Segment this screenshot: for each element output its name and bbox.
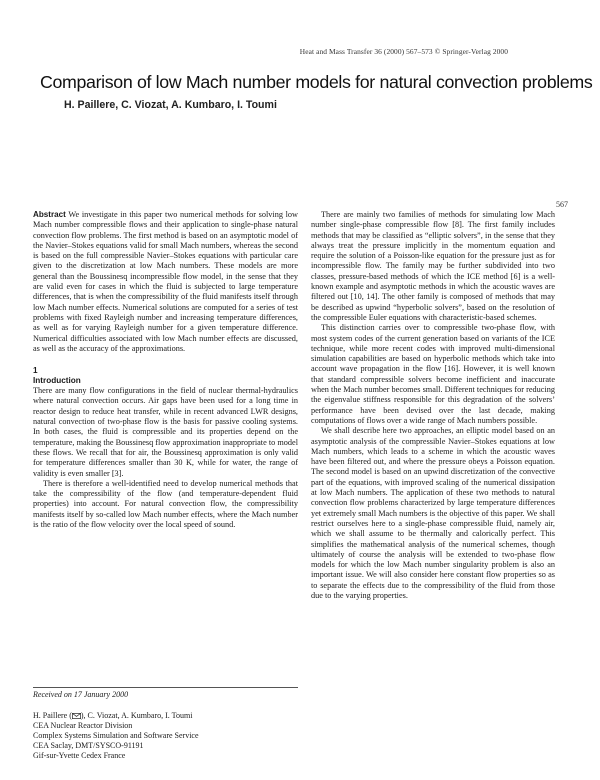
page-number: 567 <box>556 200 568 209</box>
received-date: Received on 17 January 2000 <box>33 690 129 699</box>
corresponding-author-line <box>33 711 298 721</box>
paragraph: There is therefore a well-identified need to develop numerical methods that take the compressibility of the flow (and temperature-dependent fluid properties) into account. For natural convection flow, the compressibility manifests itself by so-called low Mach number effects, where the Mach number is the ratio of the flow velocity over the local speed of sound. <box>33 478 298 530</box>
right-column <box>311 210 555 601</box>
abstract-text: We investigate in this paper two numerical methods for solving low Mach number compressible flows and their application to single-phase natural convection flow problems. The first method is based on an asymptotic model of the Navier–Stokes equations valid for small Mach numbers, whereas the second is based on the full compressible Navier–Stokes equations with particular care given to the discretization at low Mach numbers. These models are more general than the Boussinesq incompressible flow model, in the sense that they are valid even for cases in which the fluid is subjected to large temperature differences, that is when the compressibility of the fluid manifests itself through low Mach number effects. Numerical solutions are computed for a series of test problems with fixed Rayleigh number and increasing temperature differences, as well as for varying Rayleigh number for a given temperature difference. Numerical difficulties associated with low Mach number effects are discussed, as well as the accuracy of the approximations. <box>33 210 298 353</box>
affiliation-line: CEA Saclay, DMT/SYSCO-91191 <box>33 741 144 750</box>
affiliation-line: Gif-sur-Yvette Cedex France <box>33 751 126 760</box>
envelope-icon <box>72 713 81 719</box>
footnote-divider <box>33 687 298 688</box>
section-number: 1 <box>33 366 38 376</box>
paragraph: This distinction carries over to compressible two-phase flow, with most system codes of the current generation based on variants of the ICE technique, while more recent codes with improved multi-dimensional simulation capabilities are based on hyperbolic methods which take into account wave propagation in the flow [16]. However, it is well known that standard compressible solvers become inefficient and inaccurate when the Mach number becomes small. Different techniques for reducing the eigenvalue stiffness responsible for this degradation of the solvers’ performance have been devised over the last decade, making computations of flows over a wide range of Mach numbers possible. <box>311 323 555 425</box>
journal-citation: Heat and Mass Transfer 36 (2000) 567–573 © Springer-Verlag 2000 <box>299 47 508 56</box>
author-name: H. Paillere ( <box>33 711 72 720</box>
left-column <box>33 210 298 530</box>
author-list: H. Paillere, C. Viozat, A. Kumbaro, I. Toumi <box>64 99 277 111</box>
affiliation-line: Complex Systems Simulation and Software Service <box>33 731 199 740</box>
paragraph: We shall describe here two approaches, an elliptic model based on an asymptotic analysis of the compressible Navier–Stokes equations at low Mach numbers, which leads to a scheme in which the acoustic waves have been filtered out, and where the pressure obeys a Poisson equation. The second model is based on an upwind discretization of the convective part of the equations, with improved scaling of the numerical dissipation at low Mach numbers. The application of these two methods to natural convection flow problems characterized by large temperature differences yet extremely small Mach numbers is the objective of this paper. We shall restrict ourselves here to a single-phase compressible fluid, namely air, which we shall assume to be thermally and calorically perfect. This simplifies the mathematical analysis of the numerical schemes, though ultimately of course the analysis will be extended to two-phase flow models for which the low Mach number singularity problem is also an important issue. We will also consider here constant flow properties so as to separate the effects due to the compressibility of the fluid from those due to the varying properties. <box>311 426 555 600</box>
abstract <box>33 210 298 354</box>
affiliation-block <box>33 711 298 761</box>
paragraph: There are mainly two families of methods for simulating low Mach number single-phase compressible flow [8]. The first family includes methods that may be classified as “elliptic solvers”, in the sense that they always treat the pressure implicitly in the momentum equation and require the solution of a Poisson-like equation for the pressure just as for incompressible flow. The family may be further subdivided into two classes, pressure-based methods of which the ICE method [6] is a well-known example and asymptotic methods in which the acoustic waves are filtered out [10, 14]. The other family is composed of methods that may be described as upwind “hyperbolic solvers”, based on the resolution of the compressible Euler equations with characteristic-based schemes. <box>311 210 555 322</box>
coauthor-names: ), C. Viozat, A. Kumbaro, I. Toumi <box>80 711 193 720</box>
paragraph: There are many flow configurations in the field of nuclear thermal-hydraulics where natural convection occurs. Air gaps have been used for a long time in reactor design to reduce heat transfer, while in recent advanced LWR designs, natural convection of two-phase flow is the basis for passive cooling systems. In both cases, the fluid is compressible and its properties depend on the temperature, making the Boussinesq flow approximation inappropriate to model these flows. We recall that for air, the Boussinesq approximation is only valid for temperature differences smaller than 30 K, while for water, the range of validity is even smaller [3]. <box>33 386 298 478</box>
section-heading: Introduction <box>33 376 81 386</box>
paper-title: Comparison of low Mach number models for natural convection problems <box>40 72 593 92</box>
abstract-label: Abstract <box>33 210 66 219</box>
affiliation-line: CEA Nuclear Reactor Division <box>33 721 133 730</box>
